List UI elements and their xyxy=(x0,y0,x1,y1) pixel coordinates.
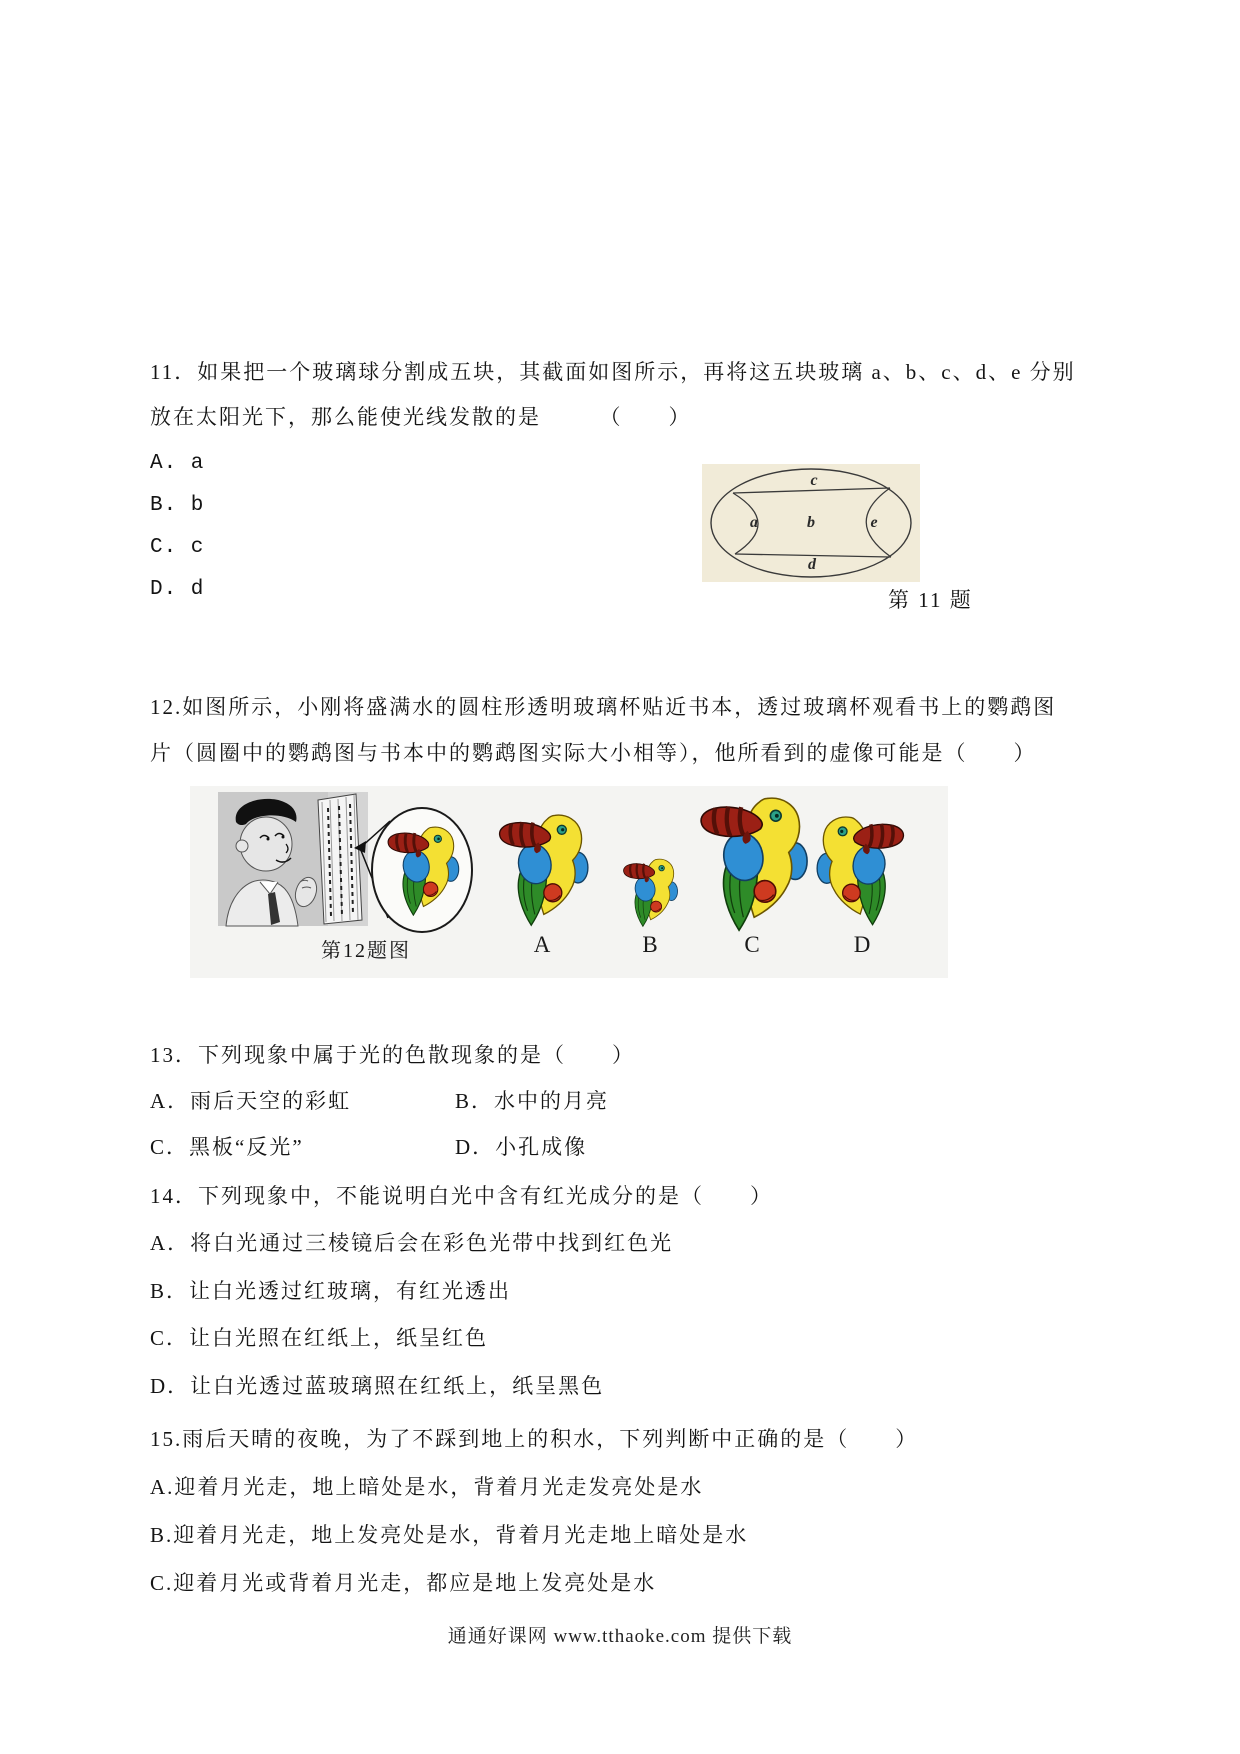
q12-illustration xyxy=(190,786,948,978)
q15-option-b: B.迎着月光走，地上发亮处是水，背着月光走地上暗处是水 xyxy=(150,1523,749,1547)
q11-figure-caption: 第 11 题 xyxy=(888,588,973,612)
q13-option-c: C．黑板“反光” xyxy=(150,1135,304,1159)
q13-option-d: D．小孔成像 xyxy=(455,1135,588,1159)
q11-option-b: B. b xyxy=(150,494,205,517)
boy-with-book-photo xyxy=(218,792,368,926)
q14-option-a: A．将白光通过三棱镜后会在彩色光带中找到红色光 xyxy=(150,1231,674,1255)
q13-option-a: A．雨后天空的彩虹 xyxy=(150,1089,352,1113)
q12-text-line1: 12.如图所示，小刚将盛满水的圆柱形透明玻璃杯贴近书本，透过玻璃杯观看书上的鹦鹉图 xyxy=(150,695,1057,719)
glass-piece-label-b: b xyxy=(807,514,815,531)
glass-piece-label-d: d xyxy=(808,556,816,573)
q11-option-d: D. d xyxy=(150,578,205,601)
q12-choice-label-d: D xyxy=(853,932,871,957)
q11-text-line2: 放在太阳光下，那么能使光线发散的是 （ ） xyxy=(150,405,692,429)
boy-pupil-left xyxy=(267,838,270,841)
q12-figure-caption: 第12题图 xyxy=(321,940,411,962)
q12-choice-label-a: A xyxy=(533,932,551,957)
q15-option-a: A.迎着月光走，地上暗处是水，背着月光走发亮处是水 xyxy=(150,1475,704,1499)
download-footer: 通通好课网 www.tthaoke.com 提供下载 xyxy=(447,1626,793,1647)
glass-piece-label-a: a xyxy=(750,514,758,531)
boy-ear xyxy=(236,840,248,852)
q14-option-b: B．让白光透过红玻璃，有红光透出 xyxy=(150,1279,512,1303)
glass-piece-label-c: c xyxy=(810,472,818,489)
q13-option-b: B．水中的月亮 xyxy=(455,1089,610,1113)
q11-option-a: A. a xyxy=(150,452,205,475)
boy-pupil-right xyxy=(282,836,285,839)
q15-text-line1: 15.雨后天晴的夜晚，为了不踩到地上的积水，下列判断中正确的是（ ） xyxy=(150,1427,919,1451)
q14-option-c: C．让白光照在红纸上，纸呈红色 xyxy=(150,1326,489,1350)
q11-text-line1: 11．如果把一个玻璃球分割成五块，其截面如图所示，再将这五块玻璃 a、b、c、d、e 分别 xyxy=(150,360,1076,384)
q14-text-line1: 14．下列现象中，不能说明白光中含有红光成分的是（ ） xyxy=(150,1184,773,1208)
q14-option-d: D．让白光透过蓝玻璃照在红纸上，纸呈黑色 xyxy=(150,1374,605,1398)
q11-option-c: C. c xyxy=(150,536,205,559)
q12-choice-label-c: C xyxy=(744,932,760,957)
q15-option-c: C.迎着月光或背着月光走，都应是地上发亮处是水 xyxy=(150,1571,657,1595)
q12-text-line2: 片（圆圈中的鹦鹉图与书本中的鹦鹉图实际大小相等），他所看到的虚像可能是（ ） xyxy=(150,741,1037,765)
glass-piece-label-e: e xyxy=(870,514,878,531)
q12-choice-label-b: B xyxy=(642,932,658,957)
q13-text-line1: 13．下列现象中属于光的色散现象的是（ ） xyxy=(150,1043,635,1067)
q11-figure-glass-ball xyxy=(702,464,920,582)
